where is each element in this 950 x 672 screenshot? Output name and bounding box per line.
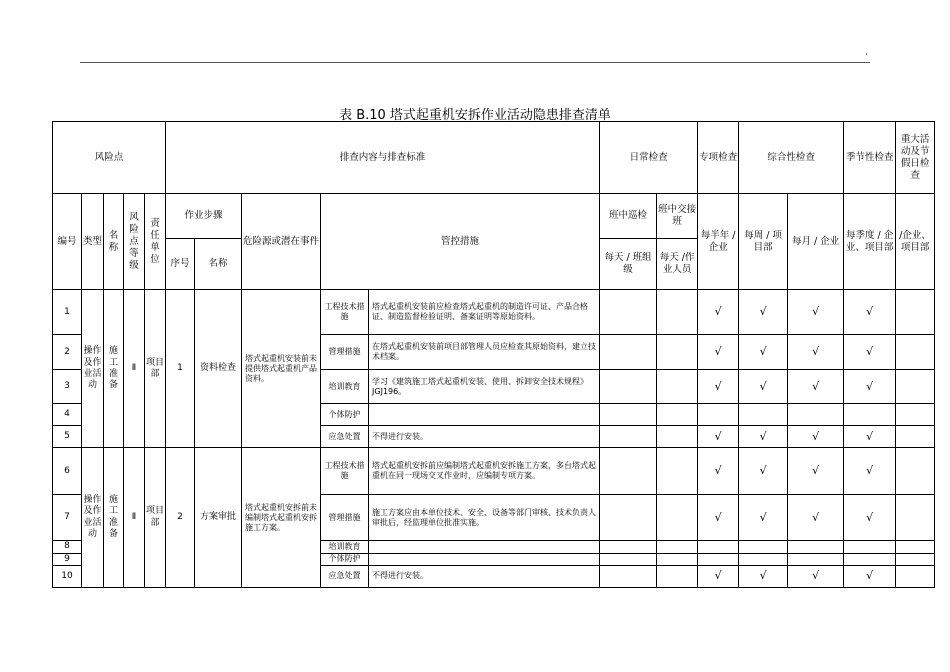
risk-level: Ⅱ [124, 290, 145, 448]
page-title: 表 B.10 塔式起重机安拆作业活动隐患排查清单 [339, 108, 611, 123]
measure-text: 塔式起重机安拆前应编制塔式起重机安拆施工方案，多台塔式起重机在同一现场交叉作业时，应编制专项方案。 [369, 448, 600, 495]
check-cell [844, 404, 896, 426]
check-cell: √ [739, 290, 788, 335]
step-name: 方案审批 [195, 448, 242, 588]
measure-text [369, 541, 600, 553]
shift-patrol-cell [600, 448, 657, 495]
seasonal-check-header: 季节性检查 [844, 122, 896, 194]
check-cell [844, 541, 896, 553]
table-row [53, 290, 935, 335]
quarterly-header: 每季度 / 企业、项目部 [844, 194, 896, 290]
shift-patrol-cell [600, 370, 657, 404]
check-cell [896, 495, 935, 541]
risk-name: 施工准备 [104, 290, 124, 448]
inspection-table [52, 121, 935, 588]
risk-type: 操作及作业活动 [82, 448, 104, 588]
check-cell: √ [788, 448, 844, 495]
responsible-unit: 项目部 [145, 290, 166, 448]
col-level-header: 风险点等级 [124, 194, 145, 290]
check-cell: √ [788, 370, 844, 404]
shift-patrol-header: 班中巡检 [600, 194, 657, 239]
row-no: 7 [53, 495, 82, 541]
check-cell [896, 370, 935, 404]
check-cell: √ [844, 495, 896, 541]
check-cell [896, 541, 935, 553]
measure-category: 培训教育 [321, 541, 369, 553]
shift-handover-cell [657, 541, 698, 553]
check-cell [896, 426, 935, 448]
check-cell: √ [739, 448, 788, 495]
control-measures-header: 管控措施 [321, 194, 600, 290]
row-no: 2 [53, 335, 82, 370]
step-seq-header: 序号 [166, 239, 195, 290]
row-no: 1 [53, 290, 82, 335]
content-standard-header: 排查内容与排查标准 [166, 122, 600, 194]
risk-name: 施工准备 [104, 448, 124, 588]
step-seq: 1 [166, 290, 195, 448]
check-cell [788, 404, 844, 426]
row-no: 8 [53, 541, 82, 553]
check-cell [698, 404, 739, 426]
row-no: 10 [53, 565, 82, 587]
header-rule [80, 62, 870, 63]
measure-text [369, 404, 600, 426]
shift-patrol-cell [600, 335, 657, 370]
measure-category: 管理措施 [321, 335, 369, 370]
check-cell: √ [844, 426, 896, 448]
measure-category: 管理措施 [321, 495, 369, 541]
risk-point-header: 风险点 [53, 122, 166, 194]
check-cell [739, 541, 788, 553]
check-cell [788, 553, 844, 565]
check-cell: √ [698, 335, 739, 370]
row-no: 6 [53, 448, 82, 495]
step-name-header: 名称 [195, 239, 242, 290]
shift-handover-cell [657, 370, 698, 404]
check-cell: √ [698, 370, 739, 404]
shift-handover-cell [657, 565, 698, 587]
measure-category: 应急处置 [321, 426, 369, 448]
shift-handover-cell [657, 495, 698, 541]
check-cell [739, 404, 788, 426]
check-cell: √ [844, 335, 896, 370]
col-unit-header: 责任单位 [145, 194, 166, 290]
check-cell: √ [844, 290, 896, 335]
shift-patrol-cell [600, 426, 657, 448]
shift-handover-cell [657, 290, 698, 335]
check-cell: √ [788, 495, 844, 541]
check-cell: √ [698, 565, 739, 587]
special-check-header: 专项检查 [698, 122, 739, 194]
daily-check-header: 日常检查 [600, 122, 698, 194]
weekly-project-header: 每周 / 项目部 [739, 194, 788, 290]
check-cell [698, 553, 739, 565]
shift-patrol-cell [600, 495, 657, 541]
comprehensive-check-header: 综合性检查 [739, 122, 844, 194]
responsible-unit: 项目部 [145, 448, 166, 588]
check-cell: √ [844, 565, 896, 587]
hazard-events-header: 危险源或潜在事件 [242, 194, 321, 290]
step-seq: 2 [166, 448, 195, 588]
measure-category: 个体防护 [321, 553, 369, 565]
check-cell: √ [698, 426, 739, 448]
check-cell: √ [844, 448, 896, 495]
check-cell: √ [739, 426, 788, 448]
header-row-1 [53, 122, 935, 194]
check-cell [896, 404, 935, 426]
check-cell [788, 541, 844, 553]
halfyear-company-header: 每半年 / 企业 [698, 194, 739, 290]
shift-patrol-cell [600, 290, 657, 335]
measure-text [369, 553, 600, 565]
shift-patrol-cell [600, 404, 657, 426]
check-cell [698, 541, 739, 553]
measure-category: 工程技术措施 [321, 448, 369, 495]
major-holiday-check-header: 重大活动及节假日检查 [896, 122, 935, 194]
risk-type: 操作及作业活动 [82, 290, 104, 448]
daily-worker-header: 每天 /作业人员 [657, 239, 698, 290]
col-type-header: 类型 [82, 194, 104, 290]
measure-text: 施工方案应由本单位技术、安全、设备等部门审核、技术负责人审批后，经监理单位批准实施。 [369, 495, 600, 541]
check-cell: √ [698, 290, 739, 335]
check-cell: √ [739, 335, 788, 370]
check-cell [896, 290, 935, 335]
check-cell [844, 553, 896, 565]
table-row [53, 448, 935, 495]
check-cell: √ [844, 370, 896, 404]
check-cell: √ [788, 335, 844, 370]
row-no: 9 [53, 553, 82, 565]
shift-handover-cell [657, 426, 698, 448]
daily-team-header: 每天 / 班组级 [600, 239, 657, 290]
check-cell [896, 335, 935, 370]
check-cell [896, 448, 935, 495]
row-no: 4 [53, 404, 82, 426]
check-cell: √ [788, 426, 844, 448]
shift-handover-cell [657, 448, 698, 495]
measure-category: 工程技术措施 [321, 290, 369, 335]
shift-handover-cell [657, 404, 698, 426]
shift-handover-cell [657, 553, 698, 565]
check-cell: √ [739, 565, 788, 587]
check-cell [739, 553, 788, 565]
check-cell [896, 553, 935, 565]
risk-level: Ⅱ [124, 448, 145, 588]
measure-text: 不得进行安装。 [369, 426, 600, 448]
measure-text: 在塔式起重机安装前项目部管理人员应检查其原始资料，建立技术档案。 [369, 335, 600, 370]
shift-patrol-cell [600, 565, 657, 587]
check-cell [896, 565, 935, 587]
col-no-header: 编号 [53, 194, 82, 290]
check-cell: √ [739, 370, 788, 404]
shift-patrol-cell [600, 541, 657, 553]
hazard-event: 塔式起重机安拆前未编制塔式起重机安拆施工方案。 [242, 448, 321, 588]
shift-patrol-cell [600, 553, 657, 565]
check-cell: √ [788, 565, 844, 587]
measure-text: 学习《建筑施工塔式起重机安装、使用、拆卸安全技术规程》JGJ196。 [369, 370, 600, 404]
company-project-header: /企业、项目部 [896, 194, 935, 290]
monthly-company-header: 每月 / 企业 [788, 194, 844, 290]
step-name: 资料检查 [195, 290, 242, 448]
measure-text: 塔式起重机安装前应检查塔式起重机的制造许可证、产品合格证、制造监督检验证明、备案证明等原始资料。 [369, 290, 600, 335]
check-cell: √ [698, 448, 739, 495]
hazard-event: 塔式起重机安装前未提供塔式起重机产品资料。 [242, 290, 321, 448]
shift-handover-cell [657, 335, 698, 370]
row-no: 3 [53, 370, 82, 404]
header-row-2 [53, 194, 935, 239]
measure-category: 个体防护 [321, 404, 369, 426]
col-name-header: 名称 [104, 194, 124, 290]
measure-category: 应急处置 [321, 565, 369, 587]
shift-handover-header: 班中交接班 [657, 194, 698, 239]
row-no: 5 [53, 426, 82, 448]
work-steps-header: 作业步骤 [166, 194, 242, 239]
measure-text: 不得进行安装。 [369, 565, 600, 587]
check-cell: √ [739, 495, 788, 541]
check-cell: √ [698, 495, 739, 541]
measure-category: 培训教育 [321, 370, 369, 404]
corner-mark: · [865, 50, 868, 60]
check-cell: √ [788, 290, 844, 335]
